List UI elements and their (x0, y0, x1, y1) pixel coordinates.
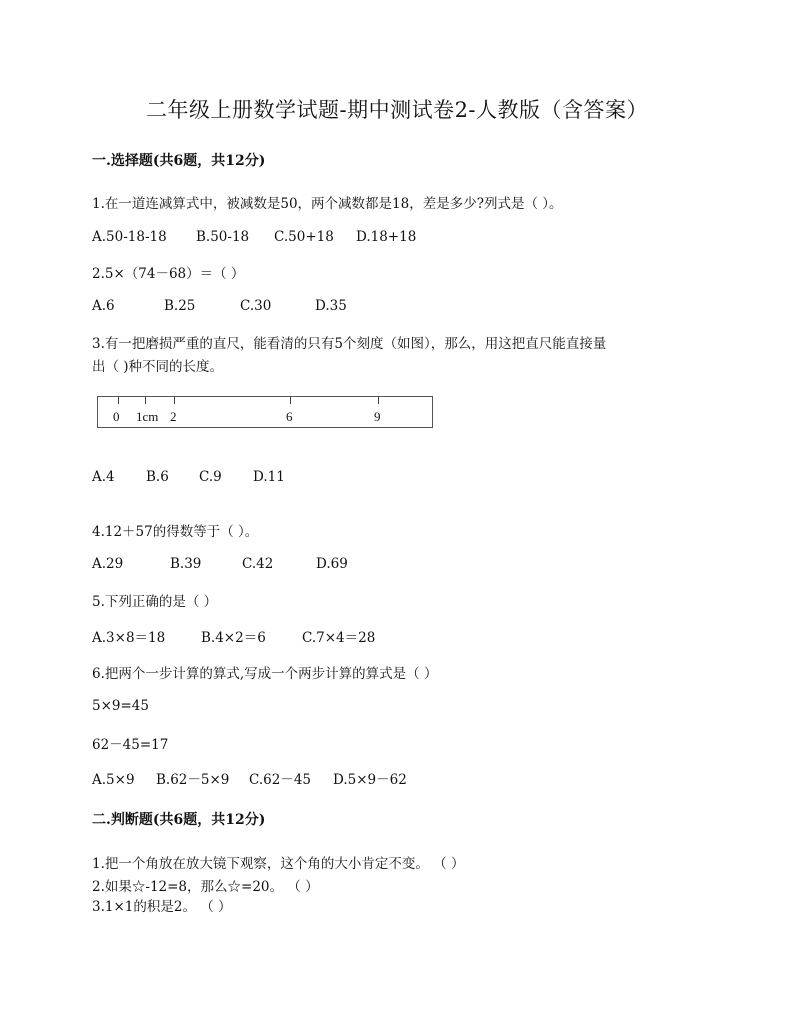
page-title: 二年级上册数学试题-期中测试卷2-人教版（含答案） (145, 98, 649, 122)
question-6-options (92, 768, 407, 788)
option-b: B.50-18 (196, 229, 250, 245)
judgement-2: 2.如果☆-12=8，那么☆=20。 （ ） (92, 879, 319, 895)
question-5: 5.下列正确的是（ ） (92, 594, 218, 610)
question-6: 6.把两个一步计算的算式,写成一个两步计算的算式是（ ） (92, 666, 438, 682)
option-d: D.5×9－62 (333, 772, 407, 788)
section-heading-judgement: 二.判断题(共6题，共12分) (92, 812, 266, 828)
question-1: 1.在一道连减算式中，被减数是50，两个减数都是18，差是多少?列式是（ ）。 (92, 196, 563, 212)
question-3-line1: 3.有一把磨损严重的直尺，能看清的只有5个刻度（如图），那么，用这把直尺能直接量 (92, 336, 607, 352)
ruler-label-1cm: 1cm (136, 409, 159, 424)
option-b: B.4×2＝6 (201, 630, 266, 646)
option-a: A.6 (92, 298, 115, 314)
ruler-tick (290, 397, 291, 404)
ruler-tick (118, 397, 119, 404)
question-2-options (92, 298, 347, 314)
ruler-label-6: 6 (286, 409, 293, 424)
question-5-options (92, 626, 375, 646)
ruler-tick (378, 397, 379, 404)
question-4: 4.12＋57的得数等于（ ）。 (92, 524, 259, 540)
option-d: D.69 (316, 556, 348, 572)
ruler-tick (174, 397, 175, 404)
option-c: C.7×4＝28 (302, 630, 376, 646)
question-6-equation-1: 5×9=45 (92, 698, 149, 714)
option-d: D.18+18 (356, 229, 417, 245)
question-3-line2: 出（ )种不同的长度。 (92, 359, 224, 375)
judgement-3: 3.1×1的积是2。 （ ） (92, 899, 232, 915)
option-d: D.35 (315, 298, 347, 314)
option-c: C.30 (240, 298, 272, 314)
option-a: A.29 (92, 556, 124, 572)
question-3-options (92, 469, 285, 485)
ruler-label-2: 2 (170, 409, 177, 424)
option-a: A.5×9 (92, 772, 135, 788)
option-c: C.9 (199, 469, 222, 485)
option-b: B.6 (146, 469, 169, 485)
question-2: 2.5×（74－68）＝（ ） (92, 266, 245, 282)
option-b: B.62－5×9 (156, 772, 230, 788)
judgement-1: 1.把一个角放在放大镜下观察，这个角的大小肯定不变。 （ ） (92, 856, 465, 872)
option-c: C.62－45 (249, 772, 311, 788)
option-d: D.11 (253, 469, 285, 485)
section-heading-choice: 一.选择题(共6题，共12分) (92, 153, 266, 169)
ruler-figure (97, 396, 433, 428)
question-6-equation-2: 62－45=17 (92, 737, 169, 753)
option-a: A.4 (92, 469, 115, 485)
ruler-label-0: 0 (113, 409, 120, 424)
question-4-options (92, 556, 348, 572)
ruler-tick (145, 397, 146, 404)
option-c: C.42 (242, 556, 274, 572)
option-b: B.39 (170, 556, 202, 572)
ruler-label-9: 9 (374, 409, 381, 424)
question-1-options (92, 229, 416, 245)
option-a: A.50-18-18 (92, 229, 167, 245)
option-b: B.25 (164, 298, 196, 314)
option-c: C.50+18 (274, 229, 334, 245)
option-a: A.3×8＝18 (92, 630, 166, 646)
